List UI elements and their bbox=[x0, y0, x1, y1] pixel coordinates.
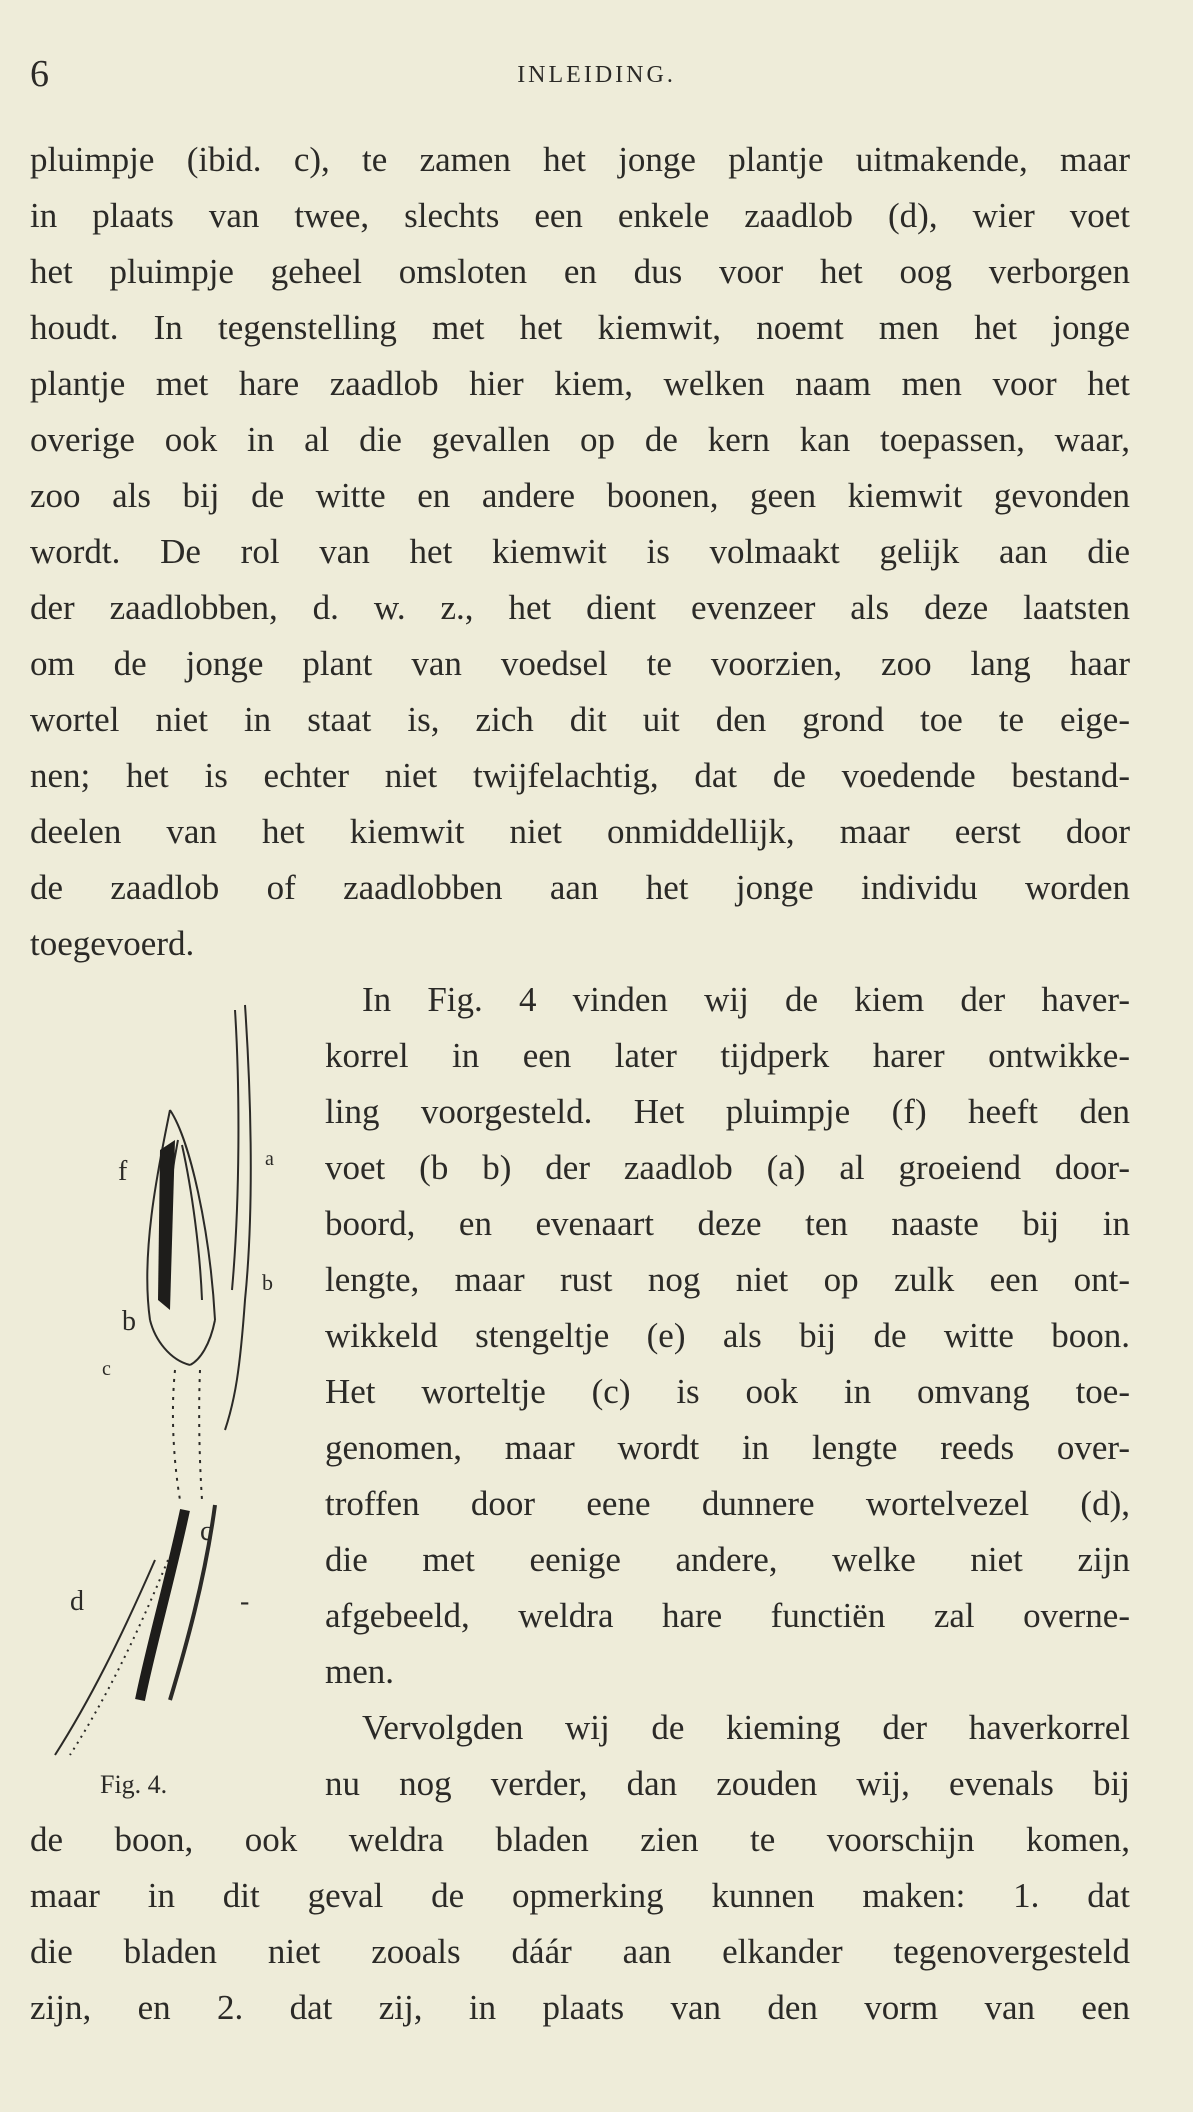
sheath-inner-line bbox=[232, 1010, 238, 1290]
figure-caption: Fig. 4. bbox=[100, 1770, 168, 1799]
text-line: Het worteltje (c) is ook in omvang toe- bbox=[325, 1372, 1130, 1411]
text-line: der zaadlobben, d. w. z., het dient evenzeer als deze laatsten bbox=[30, 588, 1130, 627]
text-line: nu nog verder, dan zouden wij, evenals bij bbox=[325, 1764, 1130, 1803]
text-line: zoo als bij de witte en andere boonen, geen kiemwit gevonden bbox=[30, 476, 1130, 515]
text-line: voet (b b) der zaadlob (a) al groeiend door- bbox=[325, 1148, 1130, 1187]
text-line: korrel in een later tijdperk harer ontwikke- bbox=[325, 1036, 1130, 1075]
text-line: nen; het is echter niet twijfelachtig, dat de voedende bestand- bbox=[30, 756, 1130, 795]
text-line: pluimpje (ibid. c), te zamen het jonge plantje uitmakende, maar bbox=[30, 140, 1130, 179]
text-line: ling voorgesteld. Het pluimpje (f) heeft den bbox=[325, 1092, 1130, 1131]
text-line: de boon, ook weldra bladen zien te voorschijn komen, bbox=[30, 1820, 1130, 1859]
label-f: f bbox=[118, 1156, 128, 1187]
figure-oat-germ bbox=[40, 1000, 310, 1760]
page-header bbox=[0, 52, 1193, 112]
text-line: afgebeeld, weldra hare functiën zal overne- bbox=[325, 1596, 1130, 1635]
stem-dotted-2 bbox=[199, 1370, 202, 1500]
text-line: men. bbox=[325, 1652, 395, 1691]
stem-dotted bbox=[173, 1370, 180, 1500]
running-head: INLEIDING. bbox=[517, 62, 676, 88]
text-line: in plaats van twee, slechts een enkele zaadlob (d), wier voet bbox=[30, 196, 1130, 235]
text-line: wortel niet in staat is, zich dit uit den grond toe te eige- bbox=[30, 700, 1130, 739]
text-line: toegevoerd. bbox=[30, 924, 195, 963]
text-line: deelen van het kiemwit niet onmiddellijk, maar eerst door bbox=[30, 812, 1130, 851]
label-b-left: b bbox=[122, 1306, 136, 1337]
label-a: a bbox=[265, 1148, 274, 1170]
text-line: Vervolgden wij de kieming der haverkorrel bbox=[362, 1708, 1130, 1747]
text-line: die bladen niet zooals dáár aan elkander tegenovergesteld bbox=[30, 1932, 1130, 1971]
text-line: plantje met hare zaadlob hier kiem, welken naam men voor het bbox=[30, 364, 1130, 403]
text-line: maar in dit geval de opmerking kunnen maken: 1. dat bbox=[30, 1876, 1130, 1915]
text-line: boord, en evenaart deze ten naaste bij in bbox=[325, 1204, 1130, 1243]
text-line: In Fig. 4 vinden wij de kiem der haver- bbox=[362, 980, 1130, 1019]
text-line: genomen, maar wordt in lengte reeds over- bbox=[325, 1428, 1130, 1467]
text-line: het pluimpje geheel omsloten en dus voor het oog verborgen bbox=[30, 252, 1130, 291]
label-d: d bbox=[70, 1586, 84, 1617]
text-line: wikkeld stengeltje (e) als bij de witte boon. bbox=[325, 1316, 1130, 1355]
text-line: houdt. In tegenstelling met het kiemwit, noemt men het jonge bbox=[30, 308, 1130, 347]
label-c-upper: c bbox=[102, 1358, 111, 1380]
text-line: om de jonge plant van voedsel te voorzien, zoo lang haar bbox=[30, 644, 1130, 683]
base-curve bbox=[150, 1320, 190, 1365]
text-line: overige ook in al die gevallen op de kern kan toepassen, waar, bbox=[30, 420, 1130, 459]
text-line: de zaadlob of zaadlobben aan het jonge individu worden bbox=[30, 868, 1130, 907]
text-line: lengte, maar rust nog niet op zulk een ont- bbox=[325, 1260, 1130, 1299]
text-line: troffen door eene dunnere wortelvezel (d), bbox=[325, 1484, 1130, 1523]
plumule-dark-fill bbox=[158, 1140, 175, 1310]
label-dash: - bbox=[240, 1586, 250, 1617]
text-line: die met eenige andere, welke niet zijn bbox=[325, 1540, 1130, 1579]
label-c-lower: c bbox=[200, 1516, 213, 1547]
label-b-right: b bbox=[262, 1270, 273, 1295]
base-curve-2 bbox=[190, 1320, 215, 1365]
page-number: 6 bbox=[30, 53, 49, 95]
text-line: zijn, en 2. dat zij, in plaats van den vorm van een bbox=[30, 1988, 1130, 2027]
text-line: wordt. De rol van het kiemwit is volmaakt gelijk aan die bbox=[30, 532, 1130, 571]
